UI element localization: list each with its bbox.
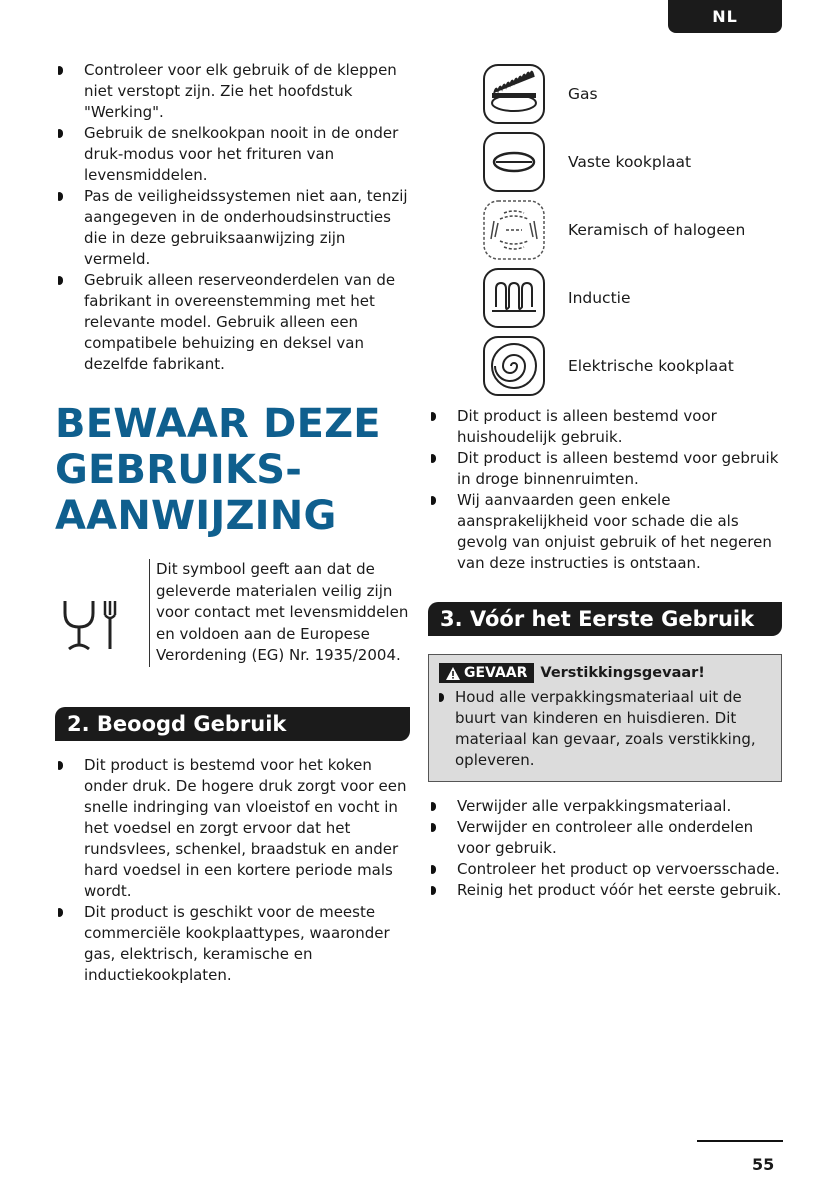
danger-title: Verstikkingsgevaar! bbox=[540, 665, 705, 681]
language-tab bbox=[668, 0, 782, 33]
list-item: Gebruik alleen reserveonderdelen van de fabrikant in overeenstemming met het relevante model. Gebruik alleen een compatibele behuizing en deksel van dezelfde fabrikant. bbox=[55, 270, 415, 375]
danger-bullet-list bbox=[439, 687, 771, 771]
electric-plate-icon bbox=[482, 335, 546, 397]
section-3-header: 3. Vóór het Eerste Gebruik bbox=[428, 602, 782, 636]
ceramic-halogen-icon bbox=[482, 199, 546, 261]
heading-line: AANWIJZING bbox=[55, 493, 337, 539]
danger-header bbox=[439, 663, 771, 683]
heading-line: GEBRUIKS- bbox=[55, 447, 303, 493]
heading-line: BEWAAR DEZE bbox=[55, 401, 381, 447]
list-item: Reinig het product vóór het eerste gebruik. bbox=[428, 880, 784, 901]
list-item: Dit product is bestemd voor het koken onder druk. De hogere druk zorgt voor een snelle indringing van vloeistof en vocht in het voedsel en zorgt ervoor dat het rundsvlees, schenkel, braadstuk en ander hard voedsel in een kortere periode mals wordt. bbox=[55, 755, 415, 902]
list-item: Controleer het product op vervoersschade. bbox=[428, 859, 784, 880]
hob-label: Keramisch of halogeen bbox=[568, 221, 746, 239]
list-item: Gebruik de snelkookpan nooit in de onder druk-modus voor het frituren van levensmiddelen. bbox=[55, 123, 415, 186]
food-symbol-description: Dit symbool geeft aan dat de geleverde materialen veilig zijn voor contact met levensmiddelen en voldoen aan de Europese Verordening (EG) Nr. 1935/2004. bbox=[149, 559, 409, 667]
safety-bullet-list bbox=[55, 60, 415, 375]
right-column bbox=[428, 60, 784, 901]
danger-tag bbox=[439, 663, 534, 683]
list-item: Dit product is geschikt voor de meeste commerciële kookplaattypes, waaronder gas, elektrisch, keramische en inductiekookplaten. bbox=[55, 902, 415, 986]
hob-row-induction bbox=[482, 264, 784, 332]
list-item: Controleer voor elk gebruik of de kleppen niet verstopt zijn. Zie het hoofdstuk "Werking". bbox=[55, 60, 415, 123]
intended-use-list bbox=[55, 755, 415, 986]
danger-tag-label: GEVAAR bbox=[464, 665, 528, 681]
list-item: Dit product is alleen bestemd voor huishoudelijk gebruik. bbox=[428, 406, 784, 448]
induction-icon bbox=[482, 267, 546, 329]
hob-label: Inductie bbox=[568, 289, 631, 307]
gas-hob-icon bbox=[482, 63, 546, 125]
danger-warning-box bbox=[428, 654, 782, 782]
language-tab-label: NL bbox=[712, 7, 738, 26]
before-first-use-list bbox=[428, 796, 784, 901]
section-2-header: 2. Beoogd Gebruik bbox=[55, 707, 410, 741]
list-item: Verwijder en controleer alle onderdelen voor gebruik. bbox=[428, 817, 784, 859]
list-item: Dit product is alleen bestemd voor gebruik in droge binnenruimten. bbox=[428, 448, 784, 490]
keep-manual-heading bbox=[55, 401, 415, 539]
list-item: Verwijder alle verpakkingsmateriaal. bbox=[428, 796, 784, 817]
hob-label: Elektrische kookplaat bbox=[568, 357, 734, 375]
left-column bbox=[55, 60, 415, 986]
list-item: Houd alle verpakkingsmateriaal uit de buurt van kinderen en huisdieren. Dit materiaal kan gevaar, zoals verstikking, opleveren. bbox=[439, 687, 771, 771]
warning-triangle-icon bbox=[446, 667, 460, 680]
food-contact-icon bbox=[61, 595, 123, 653]
page-number: 55 bbox=[752, 1155, 775, 1174]
list-item: Pas de veiligheidssystemen niet aan, tenzij aangegeven in de onderhoudsinstructies die in deze gebruiksaanwijzing zijn vermeld. bbox=[55, 186, 415, 270]
hob-label: Gas bbox=[568, 85, 598, 103]
hob-row-ceramic bbox=[482, 196, 784, 264]
usage-limitations-list bbox=[428, 406, 784, 574]
list-item: Wij aanvaarden geen enkele aansprakelijkheid voor schade die als gevolg van onjuist gebruik of het negeren van deze instructies is ontstaan. bbox=[428, 490, 784, 574]
footer-rule bbox=[697, 1140, 783, 1142]
hob-type-list bbox=[482, 60, 784, 400]
hob-row-solid bbox=[482, 128, 784, 196]
hob-label: Vaste kookplaat bbox=[568, 153, 692, 171]
food-safe-symbol-block bbox=[55, 559, 415, 699]
hob-row-electric bbox=[482, 332, 784, 400]
solid-plate-icon bbox=[482, 131, 546, 193]
hob-row-gas bbox=[482, 60, 784, 128]
